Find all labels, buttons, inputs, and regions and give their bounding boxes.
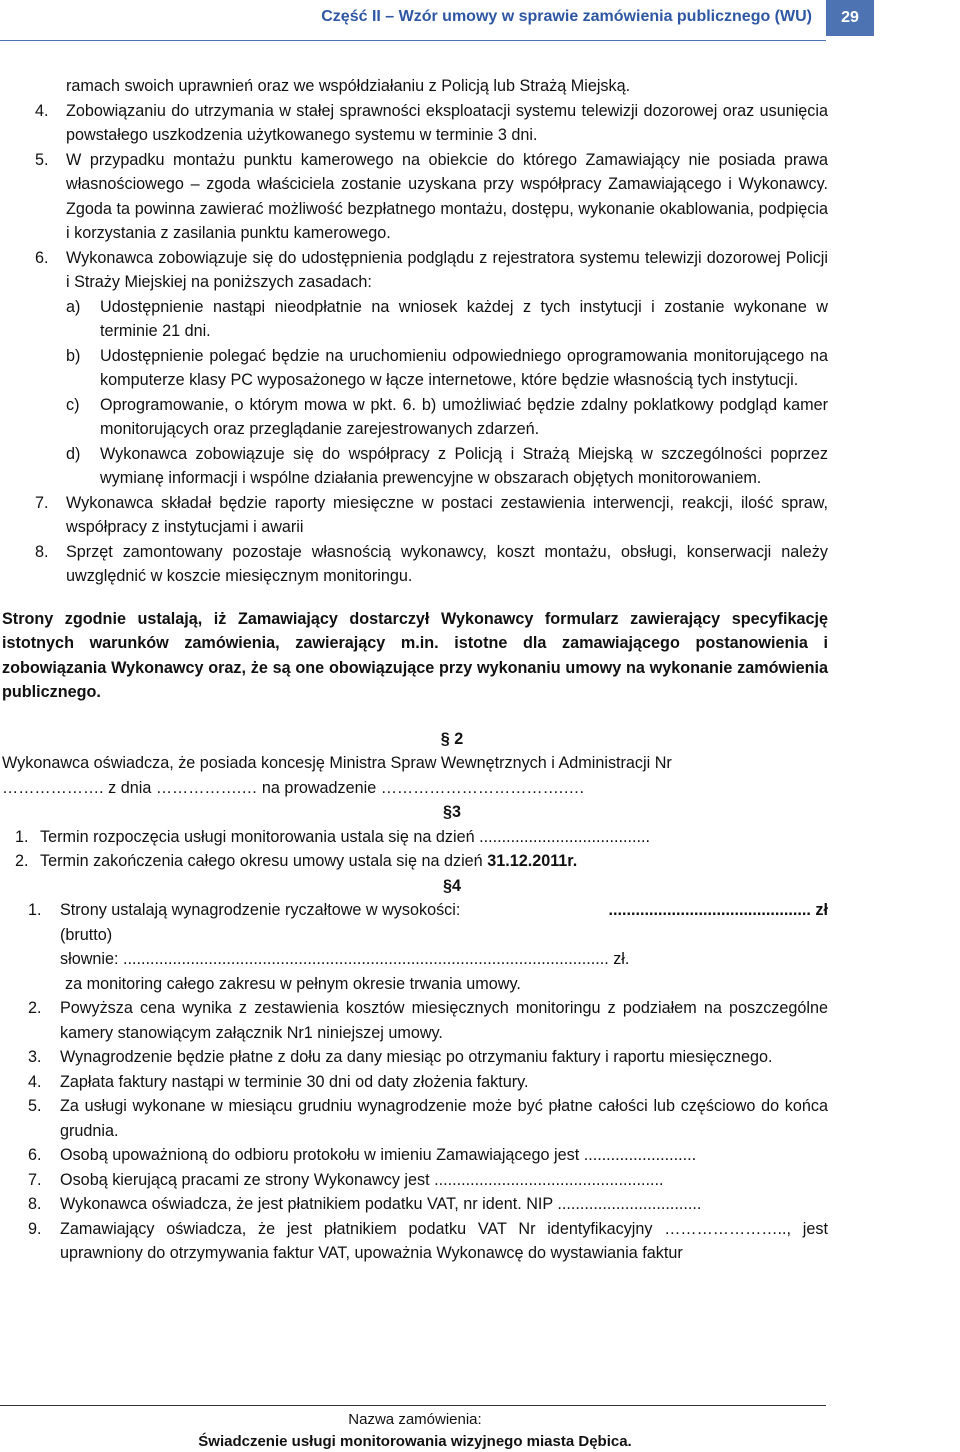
page-header <box>0 0 960 40</box>
concession-line: Wykonawca oświadcza, że posiada koncesję Ministra Spraw Wewnętrznych i Administracji Nr <box>2 754 672 772</box>
list-item: ramach swoich uprawnień oraz we współdziałaniu z Policją lub Strażą Miejską. <box>66 77 631 95</box>
bold-statement: Strony zgodnie ustalają, iż Zamawiający dostarczył Wykonawcy formularz zawierający specyfikację istotnych warunków zamówienia, zawierający m.in. istotne dla zamawiającego postanowienia i zobowiązania Wykonawcy oraz, że są one obowiązujące przy wykonaniu umowy na wykonanie zamówienia publicznego. <box>2 609 828 701</box>
end-date: 31.12.2011r. <box>487 852 578 870</box>
list-item: 9. Zamawiający oświadcza, że jest płatnikiem podatku VAT Nr identyfikacyjny ………………….., jest uprawniony do otrzymywania faktur VAT, upoważnia Wykonawcę do wystawiania faktur <box>28 1219 828 1262</box>
sub-item: c) Oprogramowanie, o którym mowa w pkt. 6. b) umożliwiać będzie zdalny poklatkowy podgląd kamer monitorujących oraz przeglądanie zarejestrowanych zdarzeń. <box>66 395 828 438</box>
list-item: 8. Wykonawca oświadcza, że jest płatnikiem podatku VAT, nr ident. NIP ................................ <box>28 1195 702 1213</box>
document-body <box>0 74 960 1266</box>
section-heading-2: § 2 <box>440 729 464 748</box>
list-item: 4. Zobowiązaniu do utrzymania w stałej sprawności eksploatacji systemu telewizji dozorowej oraz usunięcia powstałego uszkodzenia użytkowanego systemu w terminie 3 dni. <box>35 101 828 144</box>
amount-in-words: słownie: ............................................................................................................ zł. <box>60 950 630 968</box>
section-heading-3: §3 <box>442 803 461 821</box>
sub-item: d) Wykonawca zobowiązuje się do współpracy z Policją i Strażą Miejską w szczególności poprzez wymianę informacji i wspólne działania prewencyjne w obszarach objętych monitorowaniem. <box>66 444 828 487</box>
document-title: Część II – Wzór umowy w sprawie zamówienia publicznego (WU) <box>321 8 812 25</box>
footer-divider <box>0 1405 826 1406</box>
list-item: 7. Wykonawca składał będzie raporty miesięczne w postaci zestawienia interwencji, reakcji, ilość spraw, współpracy z instytucjami i awarii <box>35 493 828 536</box>
concession-date-line: ………………. z dnia …………….… na prowadzenie …………………………….…. <box>2 778 584 797</box>
sub-item: a) Udostępnienie nastąpi nieodpłatnie na wniosek każdej z tych instytucji i zostanie wykonane w terminie 21 dni. <box>66 297 828 340</box>
page-number: 29 <box>826 0 874 36</box>
list-item: 4. Zapłata faktury nastąpi w terminie 30 dni od daty złożenia faktury. <box>28 1072 529 1091</box>
list-item: 8. Sprzęt zamontowany pozostaje własnością wykonawcy, koszt montażu, obsługi, konserwacji należy uwzględnić w koszcie miesięcznym monitoringu. <box>35 542 828 585</box>
list-item: 5. W przypadku montażu punktu kamerowego na obiekcie do którego Zamawiający nie posiada prawa własnościowego – zgoda właściciela zostanie uzyskana przy współpracy Zamawiającego i Wykonawcy. Zgoda ta powinna zawierać możliwość bezpłatnego montażu, dostępu, wykonanie okablowania, podpięcia i korzystania z zasilania punktu kamerowego. <box>35 150 828 242</box>
list-item: 6. Osobą upoważnioną do odbioru protokołu w imieniu Zamawiającego jest ......................... <box>28 1146 697 1164</box>
list-item: 1. Termin rozpoczęcia usługi monitorowania ustala się na dzień ...................................... <box>15 827 650 846</box>
list-item: 2. Powyższa cena wynika z zestawienia kosztów miesięcznych monitoringu z podziałem na poszczególne kamery stanowiącym załącznik Nr1 niniejszej umowy. <box>28 999 828 1042</box>
amount-field: ............................................. zł <box>608 901 828 919</box>
list-item: 6. Wykonawca zobowiązuje się do udostępnienia podglądu z rejestratora systemu telewizji dozorowej Policji i Straży Miejskiej na poniższych zasadach: <box>35 248 828 291</box>
footer-label: Nazwa zamówienia: <box>348 1411 482 1428</box>
list-item: 3. Wynagrodzenie będzie płatne z dołu za dany miesiąc po otrzymaniu faktury i raportu miesięcznego. <box>28 1048 773 1066</box>
sub-item: b) Udostępnienie polegać będzie na uruchomieniu odpowiedniego oprogramowania monitorującego na komputerze klasy PC wyposażonego w łącze internetowe, które będzie własnością tych instytucji. <box>66 346 828 389</box>
header-divider <box>0 40 826 41</box>
list-item: 1. Strony ustalają wynagrodzenie ryczałtowe w wysokości: ............................................. zł (brutto) słownie: ............................................................................................................ zł. za monitoring całego zakresu w pełnym okresie trwania umowy. <box>0 898 960 996</box>
list-item: 5. Za usługi wykonane w miesiącu grudniu wynagrodzenie może być płatne całości lub częściowo do końca grudnia. <box>28 1097 828 1140</box>
section-heading-4: §4 <box>442 876 461 895</box>
list-item: 2. Termin zakończenia całego okresu umowy ustala się na dzień 31.12.2011r. <box>15 852 578 870</box>
contract-name: Świadczenie usługi monitorowania wizyjnego miasta Dębica. <box>198 1433 632 1450</box>
list-item: 7. Osobą kierującą pracami ze strony Wykonawcy jest ................................................... <box>28 1170 664 1189</box>
